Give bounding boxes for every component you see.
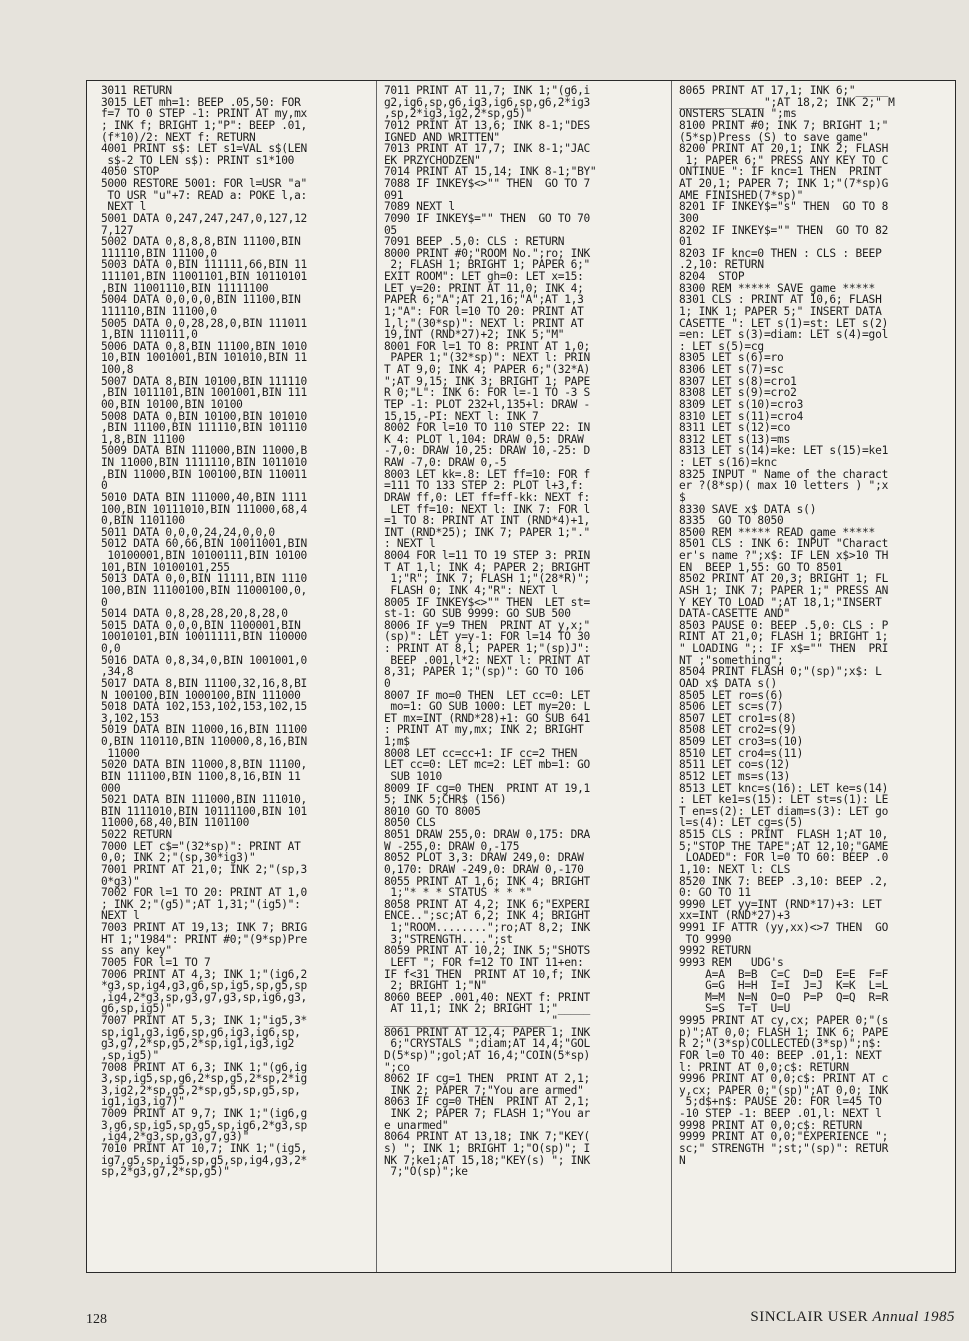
code-line: 8310 LET s(11)=cro4 xyxy=(679,409,804,423)
code-line: 0 xyxy=(101,479,108,493)
code-line: l: PRINT AT 0,0;c$: RETURN xyxy=(679,1060,849,1074)
code-line: 8330 SAVE x$ DATA s() xyxy=(679,502,817,516)
code-line: g2,ig6,sp,g6,ig3,ig6,sp,g6,2*ig3 xyxy=(384,95,590,109)
code-line: CASETTE ": LET s(1)=st: LET s(2) xyxy=(679,316,889,330)
code-line: 000 xyxy=(101,781,121,795)
code-line: : LET s(16)=knc xyxy=(679,456,778,469)
code-line: 1; INK 1; PAPER 5;" INSERT DATA xyxy=(679,304,882,318)
code-line: 9992 RETURN xyxy=(679,944,751,958)
code-line: SUB 1010 xyxy=(384,769,442,783)
code-line: RAW -7,0: DRAW 0,-5 xyxy=(384,456,507,469)
code-line: IN 11000,BIN 1111110,BIN 1011010 xyxy=(101,456,307,469)
code-line: 5016 DATA 0,8,34,0,BIN 1001001,0 xyxy=(101,653,307,667)
code-line: 5009 DATA BIN 111000,BIN 11000,B xyxy=(101,444,307,458)
code-line: 8006 IF y=9 THEN PRINT AT y,x;" xyxy=(384,618,590,632)
code-line: 111110,BIN 11100,0 xyxy=(101,304,217,318)
code-line: 5007 DATA 8,BIN 10100,BIN 111110 xyxy=(101,374,307,388)
code-line: 5008 DATA 0,BIN 10100,BIN 101010 xyxy=(101,409,307,423)
code-line: mo=1: GO SUB 1000: LET my=20: L xyxy=(384,700,590,714)
code-line: R 0;"L": INK 6: FOR l=-1 TO -3 S xyxy=(384,386,590,400)
code-line: 0 xyxy=(101,595,108,609)
code-line: 5006 DATA 0,8,BIN 11100,BIN 1010 xyxy=(101,339,307,353)
code-line: 3,102,153 xyxy=(101,711,159,725)
code-line: IGNED AND WRITTEN" xyxy=(384,130,500,144)
code-line: ONSTERS SLAIN ";ms xyxy=(679,107,797,121)
code-line: 5013 DATA 0,0,BIN 11111,BIN 1110 xyxy=(101,572,307,586)
code-line: 8520 INK 7: BEEP .3,10: BEEP .2, xyxy=(679,874,889,888)
code-line: IF f<31 THEN PRINT AT 10,f; INK xyxy=(384,967,590,981)
code-line: TEP -1: PLOT 232+l,135+l: DRAW - xyxy=(384,397,590,411)
code-line: 1,BIN 1110111,0 xyxy=(101,328,198,342)
code-line: 8203 IF knc=0 THEN : CLS : BEEP xyxy=(679,246,882,260)
code-line: 01 xyxy=(679,235,693,249)
code-line: 8058 PRINT AT 4,2; INK 6;"EXPERI xyxy=(384,897,590,911)
code-line: 8312 LET s(13)=ms xyxy=(679,432,791,446)
code-line: 0: GO TO 11 xyxy=(679,886,751,900)
code-line: M=M N=N O=O P=P Q=Q R=R xyxy=(679,990,889,1004)
code-line: 0*g3)" xyxy=(101,874,140,888)
code-line: 8010 GO TO 8005 xyxy=(384,804,481,818)
code-line: sp,2*g3,g7,2*sp,g5)" xyxy=(101,1165,230,1179)
code-line: NEXT l xyxy=(101,909,140,923)
column-divider xyxy=(671,81,672,1272)
code-line: 5002 DATA 0,8,8,8,BIN 11100,BIN xyxy=(101,235,301,249)
code-line: : LET s(5)=cg xyxy=(679,339,764,353)
code-line: s$-2 TO LEN s$): PRINT s1*100 xyxy=(101,153,295,167)
code-line: LET cc=0: LET mc=2: LET mb=1: GO xyxy=(384,758,590,772)
code-line: 11000 xyxy=(101,746,140,760)
code-line: TO USR "u"+7: READ a: POKE l,a: xyxy=(101,188,307,202)
code-line: 8051 DRAW 255,0: DRAW 0,175: DRA xyxy=(384,828,590,841)
code-line: ,BIN 11100,BIN 111110,BIN 101110 xyxy=(101,421,307,435)
code-line: S=S T=T U=U xyxy=(679,1002,791,1016)
code-line: 8501 CLS : INK 6: INPUT "Charact xyxy=(679,537,889,551)
code-line: 15,15,-PI: NEXT l: INK 7 xyxy=(384,409,539,423)
code-line: INK 2; PAPER 7; FLASH 1;"You ar xyxy=(384,1107,590,1120)
code-line: 7091 BEEP .5,0: CLS : RETURN xyxy=(384,235,565,249)
code-line: PAPER 1;"(32*sp)": NEXT l: PRIN xyxy=(384,351,590,365)
column-divider xyxy=(376,81,377,1272)
code-line: e unarmed" xyxy=(384,1118,449,1132)
code-line: 8300 REM ***** SAVE game ***** xyxy=(679,281,876,295)
listing-column-3 xyxy=(679,85,951,1272)
code-line: R 2;"(3*sp)COLLECTED(3*sp)";n$: xyxy=(679,1037,882,1051)
code-line: ";co xyxy=(384,1060,410,1074)
code-line: 10010101,BIN 10011111,BIN 110000 xyxy=(101,630,307,644)
code-line: 5018 DATA 102,153,102,153,102,15 xyxy=(101,700,307,714)
code-line: 1;"R"; INK 7; FLASH 1;"(28*R)"; xyxy=(384,572,590,586)
code-line: 8,31; PAPER 1;"(sp)": GO TO 106 xyxy=(384,665,584,679)
code-line: INT (RND*25); INK 7; PAPER 1;"." xyxy=(384,525,590,539)
code-line: y,cx; PAPER 0;"(sp)";AT 0,0; INK xyxy=(679,1083,889,1097)
code-line: xx=INT (RND*27)+3 xyxy=(679,909,791,923)
code-line: 8055 PRINT AT 1,6; INK 4; BRIGHT xyxy=(384,874,590,888)
code-line: 7,127 xyxy=(101,223,134,237)
code-line: 5010 DATA BIN 111000,40,BIN 1111 xyxy=(101,490,307,504)
code-line: NK 7;ke1;AT 15,18;"KEY(s) "; INK xyxy=(384,1153,590,1167)
code-line: 8002 FOR l=10 TO 110 STEP 22: IN xyxy=(384,421,590,435)
code-line: g3,g7,2*sp,g5,2*sp,ig1,ig3,ig2 xyxy=(101,1037,295,1051)
code-line: =en: LET s(3)=diam: LET s(4)=gol xyxy=(679,328,889,342)
code-line: 5019 DATA BIN 11000,16,BIN 11100 xyxy=(101,723,307,737)
code-line: 11000,68,40,BIN 1101100 xyxy=(101,816,250,830)
code-line: 7012 PRINT AT 13,6; INK 8-1;"DES xyxy=(384,118,590,132)
code-line: 8503 PAUSE 0: BEEP .5,0: CLS : P xyxy=(679,618,889,632)
code-line: INK 2; PAPER 7;"You are armed" xyxy=(384,1083,584,1097)
code-line: FOR l=0 TO 40: BEEP .01,1: NEXT xyxy=(679,1048,882,1062)
code-line: 5012 DATA 60,66,BIN 10011001,BIN xyxy=(101,537,307,551)
code-line: 100,BIN 11100100,BIN 11000100,0, xyxy=(101,583,307,597)
code-line: 8065 PRINT AT 17,1; INK 6;"_____ xyxy=(679,85,889,97)
code-line: 8307 LET s(8)=cro1 xyxy=(679,374,797,388)
code-line: 3011 RETURN xyxy=(101,85,172,97)
code-line: T AT 9,0; INK 4; PAPER 6;"(32*A) xyxy=(384,363,590,376)
code-line: 8060 BEEP .001,40: NEXT f: PRINT xyxy=(384,990,590,1004)
code-line: 8309 LET s(10)=cro3 xyxy=(679,397,804,411)
code-line: ,sp,ig5)" xyxy=(101,1048,159,1062)
code-line: (sp)": LET y=y-1: FOR l=14 TO 30 xyxy=(384,630,590,644)
code-line: 8513 LET knc=s(16): LET ke=s(14) xyxy=(679,781,889,795)
code-line: 5021 DATA BIN 111000,BIN 111010, xyxy=(101,793,307,807)
code-line: RINT AT 21,0; FLASH 1; BRIGHT 1; xyxy=(679,630,889,644)
code-line: 9993 REM UDG's xyxy=(679,955,784,969)
code-line: 9996 PRINT AT 0,0;c$: PRINT AT c xyxy=(679,1072,889,1086)
code-line: EN BEEP 1,55: GO TO 8501 xyxy=(679,560,843,574)
code-line: 7088 IF INKEY$<>"" THEN GO TO 7 xyxy=(384,177,590,190)
code-line: ,34,8 xyxy=(101,665,134,679)
code-line: g6,sp,ig5)" xyxy=(101,1002,172,1016)
code-line: 8506 LET sc=s(7) xyxy=(679,700,784,714)
code-line: D(5*sp)";gol;AT 16,4;"COIN(5*sp) xyxy=(384,1048,590,1062)
code-line: 8201 IF INKEY$="s" THEN GO TO 8 xyxy=(679,200,889,214)
code-line: 7007 PRINT AT 5,3; INK 1;"ig5,3* xyxy=(101,1014,307,1027)
code-line: : PRINT AT 8,l; PAPER 1;"(sp)J": xyxy=(384,642,590,655)
code-line: 7011 PRINT AT 11,7; INK 1;"(g6,i xyxy=(384,85,590,97)
code-line: 8061 PRINT AT 12,4; PAPER 1; INK xyxy=(384,1025,590,1039)
code-line: 9991 IF ATTR (yy,xx)<>7 THEN GO xyxy=(679,921,889,934)
code-line: 8009 IF cg=0 THEN PRINT AT 19,1 xyxy=(384,781,590,795)
code-line: BIN 1111010,BIN 10111100,BIN 101 xyxy=(101,804,307,818)
code-line: 8064 PRINT AT 13,18; INK 7;"KEY( xyxy=(384,1130,590,1144)
code-line: PAPER 6;"A";AT 21,16;"A";AT 1,3 xyxy=(384,293,584,307)
code-line: l=s(4): LET cg=s(5) xyxy=(679,816,804,830)
code-line: 19,INT (RND*27)+2; INK 5;"M" xyxy=(384,328,565,342)
code-line: 8510 LET cro4=s(11) xyxy=(679,746,804,760)
code-line: 8008 LET cc=cc+1: IF cc=2 THEN xyxy=(384,746,578,760)
code-line: 101,BIN 10100101,255 xyxy=(101,560,230,574)
code-line: (5*sp)Press (S) to save game" xyxy=(679,130,869,144)
code-line: 8512 LET ms=s(13) xyxy=(679,769,791,783)
code-line: .2,10: RETURN xyxy=(679,258,764,272)
code-line: AT 20,1; PAPER 7; INK 1;"(7*sp)G xyxy=(679,177,889,190)
code-line: ,ig4,2*g3,sp,g3,g7,g3)" xyxy=(101,1130,250,1144)
code-line: N xyxy=(679,1153,686,1167)
code-line: =1 TO 8: PRINT AT INT (RND*4)+1, xyxy=(384,514,590,528)
code-line: LET ff=10: NEXT l: INK 7: FOR l xyxy=(384,502,590,516)
publication-footer xyxy=(750,1309,955,1326)
code-line: sc;" STRENGTH ";st;"(sp)": RETUR xyxy=(679,1141,889,1155)
code-line: NT ;"something"; xyxy=(679,653,784,667)
code-line: ASH 1; INK 7; PAPER 1;" PRESS AN xyxy=(679,583,889,597)
code-line: BEEP .001,l*2: NEXT l: PRINT AT xyxy=(384,653,590,667)
code-line: 5011 DATA 0,0,0,24,24,0,0,0 xyxy=(101,525,275,539)
code-line: EK PRZYCHODZEN" xyxy=(384,153,481,167)
code-line: 8305 LET s(6)=ro xyxy=(679,351,784,365)
code-line: 1; PAPER 6;" PRESS ANY KEY TO C xyxy=(679,153,889,167)
code-line: 8001 FOR l=1 TO 8: PRINT AT 1,0; xyxy=(384,339,590,353)
code-line: 091 xyxy=(384,188,404,202)
code-line: er's name ?";x$: IF LEN x$>10 TH xyxy=(679,549,889,562)
code-line: EXIT ROOM": LET gh=0: LET x=15: xyxy=(384,270,584,283)
code-line: 8509 LET cro3=s(10) xyxy=(679,735,804,748)
code-line: 8313 LET s(14)=ke: LET s(15)=ke1 xyxy=(679,444,889,458)
code-line: 10100001,BIN 10100111,BIN 10100 xyxy=(101,549,307,562)
code-line: LET y=20: PRINT AT 11,0; INK 4; xyxy=(384,281,584,295)
code-line: 1;"* * * STATUS * * *" xyxy=(384,886,533,900)
code-line: K 4: PLOT l,104: DRAW 0,5: DRAW xyxy=(384,432,584,446)
code-line: 7090 IF INKEY$="" THEN GO TO 70 xyxy=(384,211,590,225)
code-line: 2; BRIGHT 1;"N" xyxy=(384,979,487,993)
code-line: 5;d$+n$: PAUSE 20: FOR l=45 TO xyxy=(679,1095,882,1109)
code-line: FLASH 0; INK 4;"R": NEXT l xyxy=(384,583,558,597)
code-line: 8204 STOP xyxy=(679,270,745,283)
code-line: -10 STEP -1: BEEP .01,l: NEXT l xyxy=(679,1107,882,1120)
code-line: 5020 DATA BIN 11000,8,BIN 11100, xyxy=(101,758,307,772)
code-line: BIN 111100,BIN 1100,8,16,BIN 11 xyxy=(101,769,301,783)
publication-edition: Annual 1985 xyxy=(872,1309,955,1325)
code-line: er ?(8*sp)( max 10 letters ) ";x xyxy=(679,479,889,493)
code-line: AT 11,1; INK 2; BRIGHT 1;"_____ xyxy=(384,1002,590,1016)
code-line: 8511 LET co=s(12) xyxy=(679,758,791,772)
code-line: 5000 RESTORE 5001: FOR l=USR "a" xyxy=(101,177,307,190)
code-line: 8500 REM ***** READ game ***** xyxy=(679,525,876,539)
code-line: 8325 INPUT " Name of the charact xyxy=(679,467,889,481)
code-line: 8311 LET s(12)=co xyxy=(679,421,791,435)
code-line: 8007 IF mo=0 THEN LET cc=0: LET xyxy=(384,688,590,702)
code-line: p)";AT 0,0; FLASH 1; INK 6; PAPE xyxy=(679,1025,889,1039)
code-line: 300 xyxy=(679,211,699,225)
code-line: 5; INK 5;CHR$ (156) xyxy=(384,793,507,807)
code-line: 00,BIN 10100,BIN 10100 xyxy=(101,397,243,411)
code-line: LEFT "; FOR f=12 TO INT 11+en: xyxy=(384,955,584,969)
code-line: 7;"O(sp)";ke xyxy=(384,1165,468,1179)
code-line: N 100100,BIN 1000100,BIN 111000 xyxy=(101,688,301,702)
code-line: 8301 CLS : PRINT AT 10,6; FLASH xyxy=(679,293,882,307)
code-line: 7010 PRINT AT 10,7; INK 1;"(ig5, xyxy=(101,1141,307,1155)
code-line: -7,0: DRAW 10,25: DRAW 10,-25: D xyxy=(384,444,590,458)
code-line: 2; FLASH 1; BRIGHT 1; PAPER 6;" xyxy=(384,258,590,272)
page-number: 128 xyxy=(86,1312,107,1327)
code-line: 7014 PRINT AT 15,14; INK 8-1;"BY" xyxy=(384,165,597,179)
code-line: 8308 LET s(9)=cro2 xyxy=(679,386,797,400)
code-line: ig1,ig3,ig7)" xyxy=(101,1095,185,1109)
code-line: AME FINISHED(7*sp)" xyxy=(679,188,804,202)
code-line: ,ig4,2*g3,sp,g3,g7,g3,sp,ig6,g3, xyxy=(101,990,307,1004)
code-line: 8059 PRINT AT 10,2; INK 5;"SHOTS xyxy=(384,944,590,958)
code-line: 4050 STOP xyxy=(101,165,159,179)
code-line: 1,8,BIN 11100 xyxy=(101,432,185,446)
code-line: 10,BIN 1001001,BIN 101010,BIN 11 xyxy=(101,351,307,365)
code-line: DRAW ff,0: LET ff=ff-kk: NEXT f: xyxy=(384,490,590,504)
code-line: $ xyxy=(679,490,686,504)
code-line: 5001 DATA 0,247,247,247,0,127,12 xyxy=(101,211,307,225)
code-line: 4001 PRINT s$: LET s1=VAL s$(LEN xyxy=(101,142,307,156)
code-line: DATA-CASETTE AND" xyxy=(679,607,791,621)
code-line: 1;"ROOM........";ro;AT 8,2; INK xyxy=(384,921,590,934)
code-line: 7001 PRINT AT 21,0; INK 2;"(sp,3 xyxy=(101,862,307,876)
code-line: 3,g6,sp,ig5,sp,g5,sp,ig6,2*g3,sp xyxy=(101,1118,307,1132)
code-line: 8507 LET cro1=s(8) xyxy=(679,711,797,725)
code-line: ss any key" xyxy=(101,944,172,958)
code-line: ig7,g5,sp,ig5,sp,g5,sp,ig4,g3,2* xyxy=(101,1153,307,1167)
code-line: ";AT 9,15; INK 3; BRIGHT 1; PAPE xyxy=(384,374,590,388)
code-line: ,BIN 1011101,BIN 1001001,BIN 111 xyxy=(101,386,307,400)
code-line: __________________________" xyxy=(384,1014,558,1027)
code-line: 111101,BIN 11001101,BIN 10110101 xyxy=(101,270,307,283)
code-line: 3;"STRENGTH....";st xyxy=(384,932,513,946)
code-line: 8000 PRINT #0;"ROOM No.";ro; INK xyxy=(384,246,590,260)
code-line: 5003 DATA 0,BIN 111111,66,BIN 11 xyxy=(101,258,307,272)
code-line: ,BIN 11000,BIN 100100,BIN 110011 xyxy=(101,467,307,481)
code-line: 3,ig2,2*sp,g5,2*sp,g5,sp,g5,sp, xyxy=(101,1083,301,1097)
code-line: ; INK 2;"(g5)";AT 1,31;"(ig5)": xyxy=(101,897,301,911)
code-line: : LET ke1=s(15): LET st=s(1): LE xyxy=(679,793,889,807)
code-line: 100,8 xyxy=(101,363,134,376)
code-line: ; INK f; BRIGHT 1;"P": BEEP .01, xyxy=(101,118,307,132)
code-line: 9998 PRINT AT 0,0;c$: RETURN xyxy=(679,1118,862,1132)
code-line: T en=s(2): LET diam=s(3): LET go xyxy=(679,804,889,818)
code-line: 0 xyxy=(384,676,391,690)
code-line: ENCE..";sc;AT 6,2; INK 4; BRIGHT xyxy=(384,909,590,923)
code-line: 6;"CRYSTALS ";diam;AT 14,4;"GOL xyxy=(384,1037,590,1051)
code-line: 0,0; INK 2;"(sp,30*ig3)" xyxy=(101,851,256,865)
code-line: ,BIN 11001110,BIN 11111100 xyxy=(101,281,269,295)
code-line: *g3,sp,ig4,g3,g6,sp,ig5,sp,g5,sp xyxy=(101,979,307,993)
code-line: ET mx=INT (RND*28)+1: GO SUB 641 xyxy=(384,711,590,725)
code-line: TO 9990 xyxy=(679,932,732,946)
code-line: 7008 PRINT AT 6,3; INK 1;"(g6,ig xyxy=(101,1060,307,1074)
code-line: 9995 PRINT AT cy,cx; PAPER 0;"(s xyxy=(679,1014,889,1027)
code-line: 8306 LET s(7)=sc xyxy=(679,363,784,376)
code-line: NEXT l xyxy=(101,200,147,214)
code-line: 1,10: NEXT l: CLS xyxy=(679,862,791,876)
code-line: st-1: GO SUB 9999: GO SUB 500 xyxy=(384,607,571,621)
code-line: 7006 PRINT AT 4,3; INK 1;"(ig6,2 xyxy=(101,967,307,981)
code-line: : NEXT l xyxy=(384,537,436,551)
code-line: 8005 IF INKEY$<>"" THEN LET st= xyxy=(384,595,590,609)
publication-name: SINCLAIR USER xyxy=(750,1309,869,1325)
code-line: 1;m$ xyxy=(384,735,410,748)
code-line: 8062 IF cg=1 THEN PRINT AT 2,1; xyxy=(384,1072,590,1086)
code-line: ,sp,2*ig3,ig2,2*sp,g5)" xyxy=(384,107,533,121)
code-line: W -255,0: DRAW 0,-175 xyxy=(384,839,520,853)
code-line: 8508 LET cro2=s(9) xyxy=(679,723,797,737)
code-line: 8202 IF INKEY$="" THEN GO TO 82 xyxy=(679,223,889,237)
code-line: 9990 LET yy=INT (RND*17)+3: LET xyxy=(679,897,882,911)
code-line: 5005 DATA 0,0,28,28,0,BIN 111011 xyxy=(101,316,307,330)
code-line: 8052 PLOT 3,3: DRAW 249,0: DRAW xyxy=(384,851,584,865)
code-line: s) "; INK 1; BRIGHT 1;"O(sp)"; I xyxy=(384,1141,590,1155)
listing-column-1 xyxy=(101,85,369,1272)
code-line: HT 1;"1984": PRINT #0;"(9*sp)Pre xyxy=(101,932,307,946)
code-line: A=A B=B C=C D=D E=E F=F xyxy=(679,967,889,981)
code-line: 7013 PRINT AT 17,7; INK 8-1;"JAC xyxy=(384,142,590,156)
code-line: 1;"A": FOR l=10 TO 20: PRINT AT xyxy=(384,304,584,318)
code-line: 7009 PRINT AT 9,7; INK 1;"(ig6,g xyxy=(101,1107,307,1120)
code-line: G=G H=H I=I J=J K=K L=L xyxy=(679,979,889,993)
code-line: 7005 FOR l=1 TO 7 xyxy=(101,955,211,969)
code-line: 8100 PRINT #0; INK 7; BRIGHT 1;" xyxy=(679,118,889,132)
code-line: : PRINT AT my,mx; INK 2; BRIGHT xyxy=(384,723,584,737)
code-line: " LOADING ";: IF x$="" THEN PRI xyxy=(679,642,889,655)
code-line: 111110,BIN 11100,0 xyxy=(101,246,217,260)
code-line: 8335 GO TO 8050 xyxy=(679,514,784,528)
code-line: (f*10)/2: NEXT f: RETURN xyxy=(101,130,256,144)
code-line: 1,l;"(30*sp)": NEXT l: PRINT AT xyxy=(384,316,584,330)
code-line: 8003 LET kk=.8: LET ff=10: FOR f xyxy=(384,467,590,481)
code-line: T AT 1,l; INK 4; PAPER 2; BRIGHT xyxy=(384,560,590,574)
listing-column-2 xyxy=(384,85,664,1272)
code-line: 7000 LET c$="(32*sp)": PRINT AT xyxy=(101,839,301,853)
code-line: 8504 PRINT FLASH 0;"(sp)";x$: L xyxy=(679,665,882,679)
code-line: 8505 LET ro=s(6) xyxy=(679,688,784,702)
code-line: sp,ig1,g3,ig6,sp,g6,ig3,ig6,sp, xyxy=(101,1025,301,1039)
code-line: 8050 CLS xyxy=(384,816,436,830)
code-line: OAD x$ DATA s() xyxy=(679,676,778,690)
code-line: 7089 NEXT l xyxy=(384,200,455,214)
code-line: 0,BIN 1101100 xyxy=(101,514,185,528)
program-listing-box xyxy=(86,80,956,1273)
code-line: ONTINUE ": IF knc=1 THEN PRINT xyxy=(679,165,882,179)
code-line: f=7 TO 0 STEP -1: PRINT AT my,mx xyxy=(101,107,307,121)
code-line: 8063 IF cg=0 THEN PRINT AT 2,1; xyxy=(384,1095,590,1109)
code-line: 8502 PRINT AT 20,3; BRIGHT 1; FL xyxy=(679,572,889,586)
code-line: 8200 PRINT AT 20,1; INK 2; FLASH xyxy=(679,142,889,156)
code-line: 5004 DATA 0,0,0,0,BIN 11100,BIN xyxy=(101,293,301,307)
code-line: 3015 LET mh=1: BEEP .05,50: FOR xyxy=(101,95,301,109)
code-line: 0,170: DRAW -249,0: DRAW 0,-170 xyxy=(384,862,584,876)
code-line: 5;"STOP THE TAPE";AT 12,10;"GAME xyxy=(679,839,889,853)
code-line: 5014 DATA 0,8,28,28,20,8,28,0 xyxy=(101,607,288,621)
code-line: 0,0 xyxy=(101,642,121,655)
code-line: 100,BIN 10111010,BIN 111000,68,4 xyxy=(101,502,307,516)
code-line: _____________";AT 18,2; INK 2;" M xyxy=(679,95,895,109)
code-line: 5015 DATA 0,0,0,BIN 1100001,BIN xyxy=(101,618,301,632)
code-line: =111 TO 133 STEP 2: PLOT l+3,f: xyxy=(384,479,584,493)
code-line: 8004 FOR l=11 TO 19 STEP 3: PRIN xyxy=(384,549,590,562)
code-line: 3,sp,ig5,sp,g6,2*sp,g5,2*sp,2*ig xyxy=(101,1072,307,1086)
code-line: Y KEY TO LOAD ";AT 18,1;"INSERT xyxy=(679,595,882,609)
code-line: 7002 FOR l=1 TO 20: PRINT AT 1,0 xyxy=(101,886,307,900)
code-line: 9999 PRINT AT 0,0;"EXPERIENCE "; xyxy=(679,1130,889,1144)
code-line: 0,BIN 110110,BIN 110000,8,16,BIN xyxy=(101,735,307,748)
code-line: 5022 RETURN xyxy=(101,828,172,841)
code-line: 7003 PRINT AT 19,13; INK 7; BRIG xyxy=(101,921,307,934)
code-line: 8515 CLS : PRINT FLASH 1;AT 10, xyxy=(679,828,889,841)
code-line: 05 xyxy=(384,223,397,237)
code-line: 5017 DATA 8,BIN 11100,32,16,8,BI xyxy=(101,676,307,690)
code-line: LOADED": FOR l=0 TO 60: BEEP .0 xyxy=(679,851,889,865)
